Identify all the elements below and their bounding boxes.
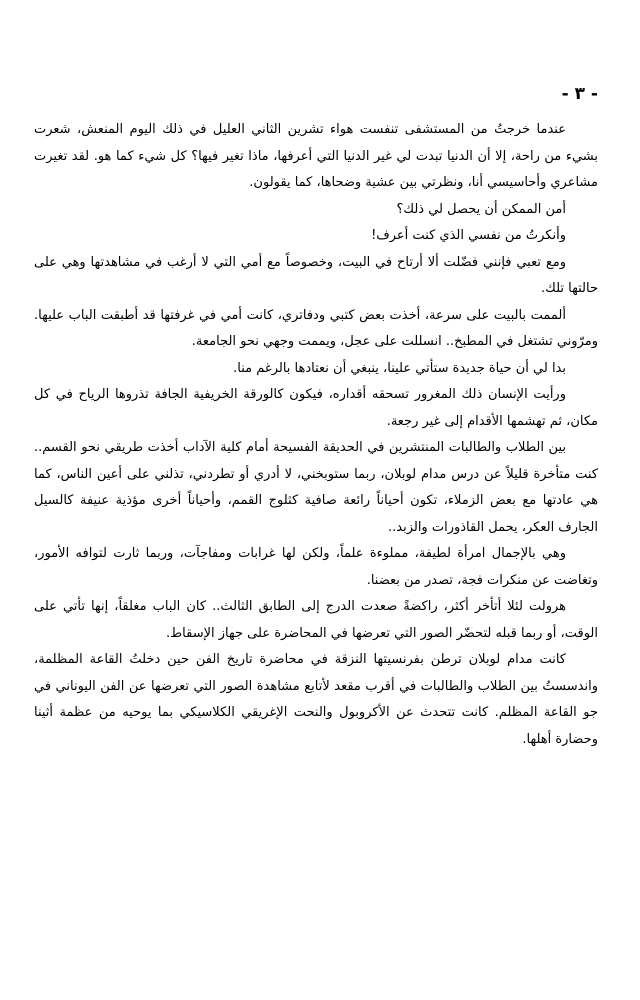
paragraph: عندما خرجتُ من المستشفى تنفست هواء تشرين الثاني العليل في ذلك اليوم المنعش، شعرت بشيء من راحة، إلا أن الدنيا تبدت لي غير الدنيا التي أعرفها، ماذا تغير فيها؟ كل شيء كما هو. لقد تغيرت مشاعري وأحاسيسي أنا، ونظرتي بين عشية وضحاها، كما يقولون.	[34, 122, 598, 190]
paragraph: بدا لي أن حياة جديدة ستأتي علينا، ينبغي أن نعتادها بالرغم منا.	[233, 360, 566, 376]
paragraph: أمن الممكن أن يحصل لي ذلك؟	[396, 201, 566, 217]
paragraph: هرولت لئلا أتأخر أكثر، راكضةً صعدت الدرج إلى الطابق الثالث.. كان الباب مغلقاً، إنها تأتي على الوقت، أو ربما قبله لتحضّر الصور التي تعرضها في المحاضرة على جهاز الإسقاط.	[34, 599, 598, 641]
page-number: - ٣ -	[561, 84, 598, 104]
paragraph: وأنكرتُ من نفسي الذي كنت أعرف!	[371, 228, 566, 243]
paragraph: بين الطلاب والطالبات المنتشرين في الحديقة الفسيحة أمام كلية الآداب أخذت طريقي نحو القسم.. كنت متأخرة قليلاً عن درس مدام لوبلان، ربما ستوبخني، لا أدري أو تطردني، تذلني على أعين الناس، كما هي عادتها مع بعض الزملاء، تكون أحياناً رائعة صافية كثلوج القمم، وأحياناً أخرى مؤذية عنيفة كالسيل الجارف العكر، يحمل القاذورات والزبد..	[34, 440, 598, 535]
paragraph: ألممت بالبيت على سرعة، أخذت بعض كتبي ودفاتري، كانت أمي في غرفتها قد أطبقت الباب عليها. ومرّوني تشتغل في المطبخ.. انسللت على عجل، ويممت وجهي نحو الجامعة.	[34, 307, 598, 349]
paragraph: كانت مدام لوبلان ترطن بفرنسيتها النزقة في محاضرة تاريخ الفن حين دخلتُ القاعة المظلمة، واندسستُ بين الطلاب والطالبات في أقرب مقعد لأتابع مشاهدة الصور التي تعرضها عن الفن اليوناني في جو القاعة المظلم. كانت تتحدث عن الأكروبول والنحت الإغريقي الكلاسيكي بما يوحيه من عظمة أثينا وحضارة أهلها.	[34, 652, 598, 747]
paragraph: وهي بالإجمال امرأة لطيفة، مملوءة علماً، ولكن لها غرابات ومفاجآت، وربما ثارت لتوافه الأمور، وتغاضت عن منكرات فجة، تصدر من بعضنا.	[34, 546, 598, 588]
body-text	[34, 117, 598, 753]
paragraph: ورأيت الإنسان ذلك المغرور تسحقه أقداره، فيكون كالورقة الخريفية الجافة تذروها الرياح في كل مكان، ثم تهشمها الأقدام إلى غير رجعة.	[34, 387, 598, 429]
paragraph: ومع تعبي فإنني فضّلت ألا أرتاح في البيت، وخصوصاً مع أمي التي لا أرغب في مشاهدتها وهي على حالتها تلك.	[34, 254, 598, 296]
book-page	[34, 0, 598, 1000]
